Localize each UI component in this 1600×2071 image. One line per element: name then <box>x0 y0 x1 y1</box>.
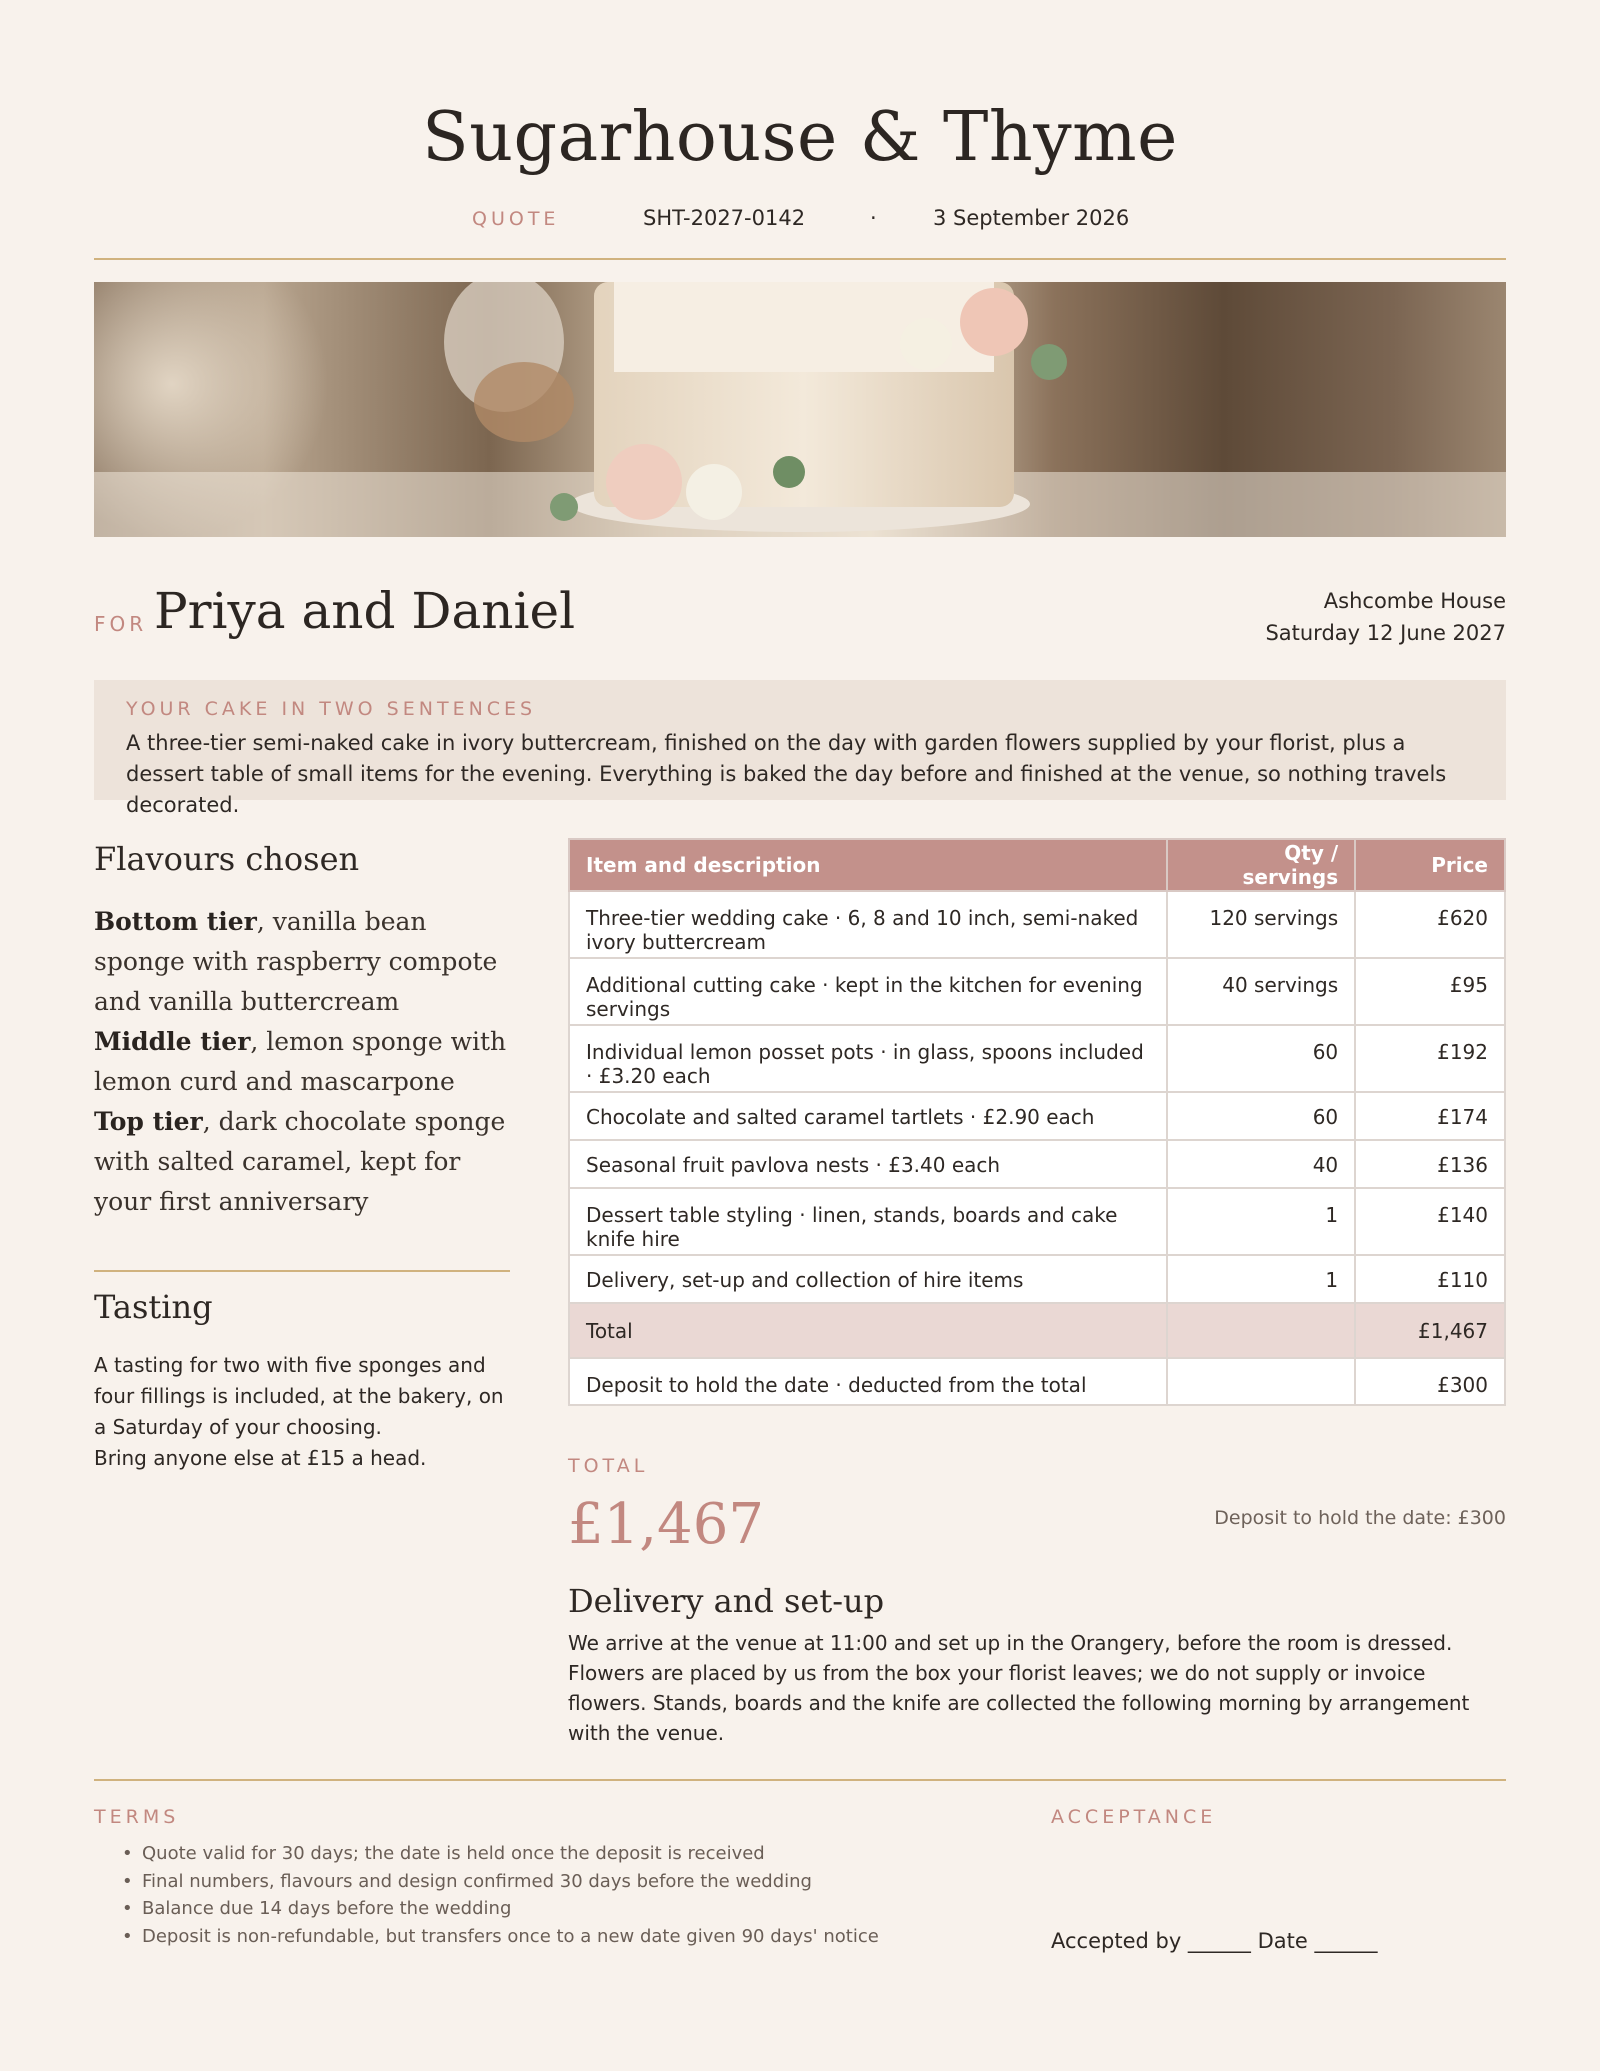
venue-name: Ashcombe House <box>1323 589 1506 613</box>
list-item: • Final numbers, flavours and design confirmed 30 days before the wedding <box>122 1868 1022 1896</box>
meta-separator: · <box>870 206 877 230</box>
table-row: Chocolate and salted caramel tartlets · £2.90 each 60 £174 <box>569 1092 1505 1140</box>
brand-name: Sugarhouse & Thyme <box>422 98 1178 177</box>
col-qty: Qty / servings <box>1167 839 1355 891</box>
table-row: Delivery, set-up and collection of hire items 1 £110 <box>569 1255 1505 1303</box>
flavours-list <box>94 902 510 1222</box>
table-row: Additional cutting cake · kept in the kitchen for evening servings 40 servings £95 <box>569 958 1505 1025</box>
event-date: Saturday 12 June 2027 <box>1265 621 1506 645</box>
table-deposit-row: Deposit to hold the date · deducted from the total £300 <box>569 1358 1505 1405</box>
quote-number: SHT-2027-0142 <box>643 206 806 230</box>
table-row: Dessert table styling · linen, stands, boards and cake knife hire 1 £140 <box>569 1188 1505 1255</box>
flavour-tier: Middle tier, lemon sponge with lemon curd and mascarpone <box>94 1027 507 1096</box>
quote-label: QUOTE <box>472 208 560 230</box>
flavours-heading: Flavours chosen <box>94 840 360 878</box>
deposit-note: Deposit to hold the date: £300 <box>1214 1507 1506 1529</box>
footer-rule <box>94 1779 1506 1781</box>
table-total-row: Total £1,467 <box>569 1303 1505 1358</box>
quote-meta <box>94 206 1506 236</box>
line-items-table <box>568 838 1506 1406</box>
event-details <box>1265 585 1506 649</box>
tasting-section <box>94 1288 510 1474</box>
for-label: FOR <box>94 612 148 636</box>
terms-heading: TERMS <box>94 1806 180 1828</box>
tasting-heading: Tasting <box>94 1288 213 1326</box>
quote-page <box>94 0 1506 2071</box>
terms-list <box>122 1840 1022 1950</box>
total-amount: £1,467 <box>568 1492 764 1557</box>
table-row: Individual lemon posset pots · in glass, spoons included · £3.20 each 60 £192 <box>569 1025 1505 1092</box>
tasting-text: A tasting for two with five sponges and four fillings is included, at the bakery, on a Saturday of your choosing. Bring anyone else at £15 a head. <box>94 1353 504 1470</box>
table-header-row <box>569 839 1505 891</box>
col-item: Item and description <box>569 839 1167 891</box>
summary-box <box>94 680 1506 817</box>
col-price: Price <box>1355 839 1505 891</box>
section-rule <box>94 1270 510 1272</box>
left-column <box>94 840 510 1470</box>
table-row: Three-tier wedding cake · 6, 8 and 10 inch, semi-naked ivory buttercream 120 servings £620 <box>569 891 1505 958</box>
table-row: Seasonal fruit pavlova nests · £3.40 each 40 £136 <box>569 1140 1505 1188</box>
summary-heading: YOUR CAKE IN TWO SENTENCES <box>126 698 537 720</box>
acceptance-line: Accepted by ______ Date ______ <box>1051 1929 1378 1953</box>
summary-text: A three-tier semi-naked cake in ivory buttercream, finished on the day with garden flowers supplied by your florist, plus a dessert table of small items for the evening. Everything is baked the day before and finished at the venue, so nothing travels decorated. <box>126 731 1447 817</box>
list-item: • Quote valid for 30 days; the date is held once the deposit is received <box>122 1840 1022 1868</box>
flavour-tier: Top tier, dark chocolate sponge with salted caramel, kept for your first anniversary <box>94 1107 506 1216</box>
list-item: • Balance due 14 days before the wedding <box>122 1895 1022 1923</box>
delivery-text: We arrive at the venue at 11:00 and set up in the Orangery, before the room is dressed. Flowers are placed by us from the box your florist leaves; we do not supply or invoice flowers. Stands, boards and the knife are collected the following morning by arrangement with the venue. <box>568 1631 1470 1745</box>
hero-cake-image <box>94 282 1506 537</box>
acceptance-heading: ACCEPTANCE <box>1051 1806 1217 1828</box>
flavour-tier: Bottom tier, vanilla bean sponge with raspberry compote and vanilla buttercream <box>94 907 498 1016</box>
client-names: Priya and Daniel <box>154 582 576 640</box>
delivery-heading: Delivery and set-up <box>568 1582 885 1620</box>
list-item: • Deposit is non-refundable, but transfers once to a new date given 90 days' notice <box>122 1923 1022 1951</box>
header-rule <box>94 258 1506 260</box>
total-label: TOTAL <box>568 1455 649 1477</box>
quote-date: 3 September 2026 <box>933 206 1130 230</box>
